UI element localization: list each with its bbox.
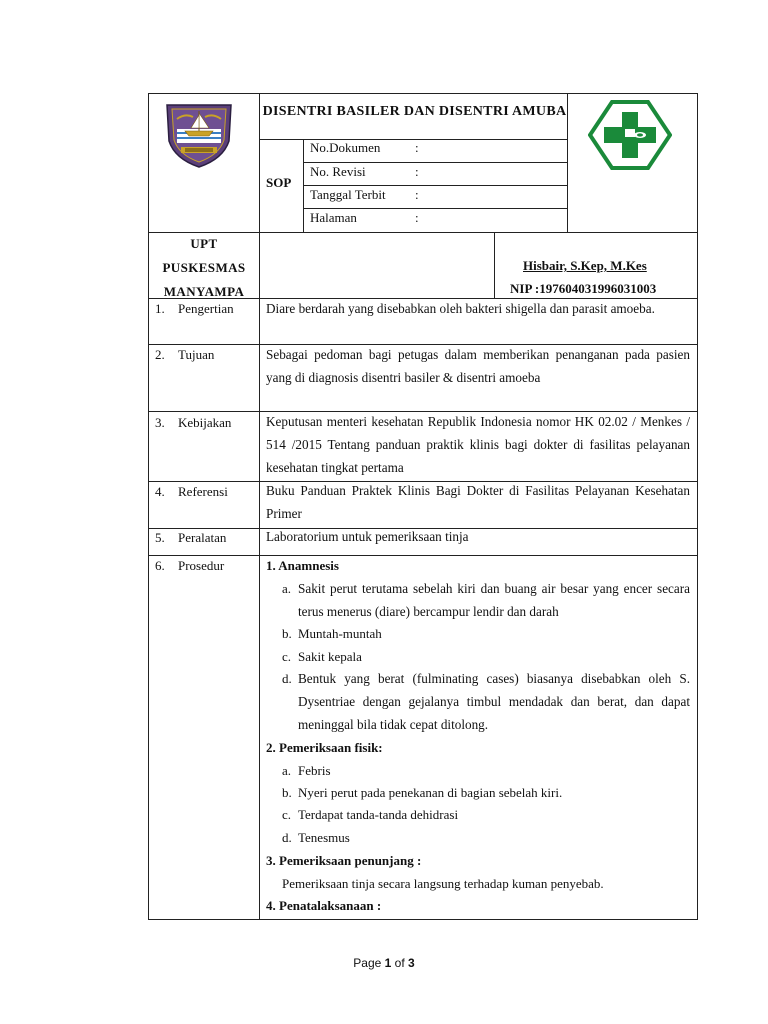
row-number-1: 1. bbox=[155, 301, 165, 316]
row-number-6: 6. bbox=[155, 558, 165, 573]
border-right bbox=[697, 93, 698, 920]
row-label-referensi: Referensi bbox=[178, 484, 228, 499]
row-label-kebijakan: Kebijakan bbox=[178, 415, 232, 430]
field-sep-halaman: : bbox=[415, 210, 419, 225]
anamnesis-marker-c: c. bbox=[282, 649, 292, 664]
supporting-exam-text: Pemeriksaan tinja secara langsung terhadap kuman penyebab. bbox=[282, 876, 604, 891]
row-label-peralatan: Peralatan bbox=[178, 530, 227, 545]
physical-exam-marker-c: c. bbox=[282, 807, 292, 822]
anamnesis-item-b: Muntah-muntah bbox=[298, 626, 382, 641]
puskesmas-cross-logo-icon bbox=[588, 100, 672, 170]
page-label: Page bbox=[353, 956, 382, 970]
row-number-4: 4. bbox=[155, 484, 165, 499]
row-number-2: 2. bbox=[155, 347, 165, 362]
procedure-anamnesis-heading: 1. Anamnesis bbox=[266, 558, 339, 573]
divider-h-field3 bbox=[303, 208, 568, 209]
field-label-no-dokumen: No.Dokumen bbox=[310, 140, 381, 155]
anamnesis-marker-b: b. bbox=[282, 626, 292, 641]
procedure-management-heading: 4. Penatalaksanaan : bbox=[266, 898, 382, 913]
anamnesis-marker-a: a. bbox=[282, 581, 292, 596]
physical-exam-marker-a: a. bbox=[282, 763, 292, 778]
divider-v-sop bbox=[303, 139, 304, 233]
anamnesis-item-c: Sakit kepala bbox=[298, 649, 362, 664]
divider-h-field1 bbox=[303, 162, 568, 163]
row-label-pengertian: Pengertian bbox=[178, 301, 234, 316]
divider-v-label bbox=[259, 93, 260, 920]
row-label-prosedur: Prosedur bbox=[178, 558, 225, 573]
content-tujuan: Sebagai pedoman bagi petugas dalam memberikan penanganan pada pasien yang di diagnosis disentri basiler & disentri amoeba bbox=[266, 347, 690, 385]
anamnesis-item-a: Sakit perut terutama sebelah kiri dan buang air besar yang encer secara terus menerus (diare) bercampur lendir dan darah bbox=[298, 581, 690, 619]
border-left bbox=[148, 93, 149, 920]
divider-h-title bbox=[259, 139, 568, 140]
physical-exam-item-d: Tenesmus bbox=[298, 830, 350, 845]
row-number-3: 3. bbox=[155, 415, 165, 430]
sop-label: SOP bbox=[266, 175, 292, 190]
divider-v-title-right bbox=[567, 93, 568, 233]
divider-v-signatory bbox=[494, 232, 495, 299]
institution-line-1: UPT bbox=[190, 236, 218, 251]
border-top bbox=[148, 93, 698, 94]
procedure-physical-exam-heading: 2. Pemeriksaan fisik: bbox=[266, 740, 383, 755]
physical-exam-marker-b: b. bbox=[282, 785, 292, 800]
field-label-tanggal-terbit: Tanggal Terbit bbox=[310, 187, 386, 202]
signatory-nip: NIP :197604031996031003 bbox=[510, 281, 657, 296]
field-label-no-revisi: No. Revisi bbox=[310, 164, 366, 179]
physical-exam-marker-d: d. bbox=[282, 830, 292, 845]
field-label-halaman: Halaman bbox=[310, 210, 357, 225]
border-bottom bbox=[148, 919, 698, 920]
page-of-label: of bbox=[394, 956, 405, 970]
field-sep-no-dokumen: : bbox=[415, 140, 419, 155]
procedure-supporting-exam-heading: 3. Pemeriksaan penunjang : bbox=[266, 853, 422, 868]
regional-crest-icon bbox=[163, 101, 235, 169]
anamnesis-item-d: Bentuk yang berat (fulminating cases) biasanya disebabkan oleh S. Dysentriae dengan gejalanya timbul mendadak dan berat, dan dapat meninggal bila tidak cepat ditolong. bbox=[298, 671, 690, 732]
anamnesis-marker-d: d. bbox=[282, 671, 292, 686]
institution-name bbox=[149, 232, 259, 304]
content-peralatan: Laboratorium untuk pemeriksaan tinja bbox=[266, 529, 469, 544]
physical-exam-item-a: Febris bbox=[298, 763, 331, 778]
page-number: 1 bbox=[384, 956, 392, 970]
signatory-name: Hisbair, S.Kep, M.Kes bbox=[523, 258, 647, 273]
divider-h-field2 bbox=[303, 185, 568, 186]
row-number-5: 5. bbox=[155, 530, 165, 545]
page-footer bbox=[0, 956, 768, 970]
field-sep-no-revisi: : bbox=[415, 164, 419, 179]
institution-line-2: PUSKESMAS bbox=[162, 260, 246, 275]
physical-exam-item-c: Terdapat tanda-tanda dehidrasi bbox=[298, 807, 459, 822]
page-total: 3 bbox=[408, 956, 415, 970]
content-pengertian: Diare berdarah yang disebabkan oleh bakteri shigella dan parasit amoeba. bbox=[266, 301, 655, 316]
field-sep-tanggal-terbit: : bbox=[415, 187, 419, 202]
document-title: DISENTRI BASILER DAN DISENTRI AMUBA bbox=[262, 104, 567, 119]
row-label-tujuan: Tujuan bbox=[178, 347, 215, 362]
institution-line-3: MANYAMPA bbox=[163, 284, 245, 299]
content-referensi: Buku Panduan Praktek Klinis Bagi Dokter di Fasilitas Pelayanan Kesehatan Primer bbox=[266, 483, 690, 521]
divider-h-row5 bbox=[148, 555, 698, 556]
physical-exam-item-b: Nyeri perut pada penekanan di bagian sebelah kiri. bbox=[298, 785, 563, 800]
content-kebijakan: Keputusan menteri kesehatan Republik Indonesia nomor HK 02.02 / Menkes / 514 /2015 Tentang panduan praktik klinis bagi dokter di fasilitas pelayanan kesehatan tingkat pertama bbox=[266, 414, 690, 475]
